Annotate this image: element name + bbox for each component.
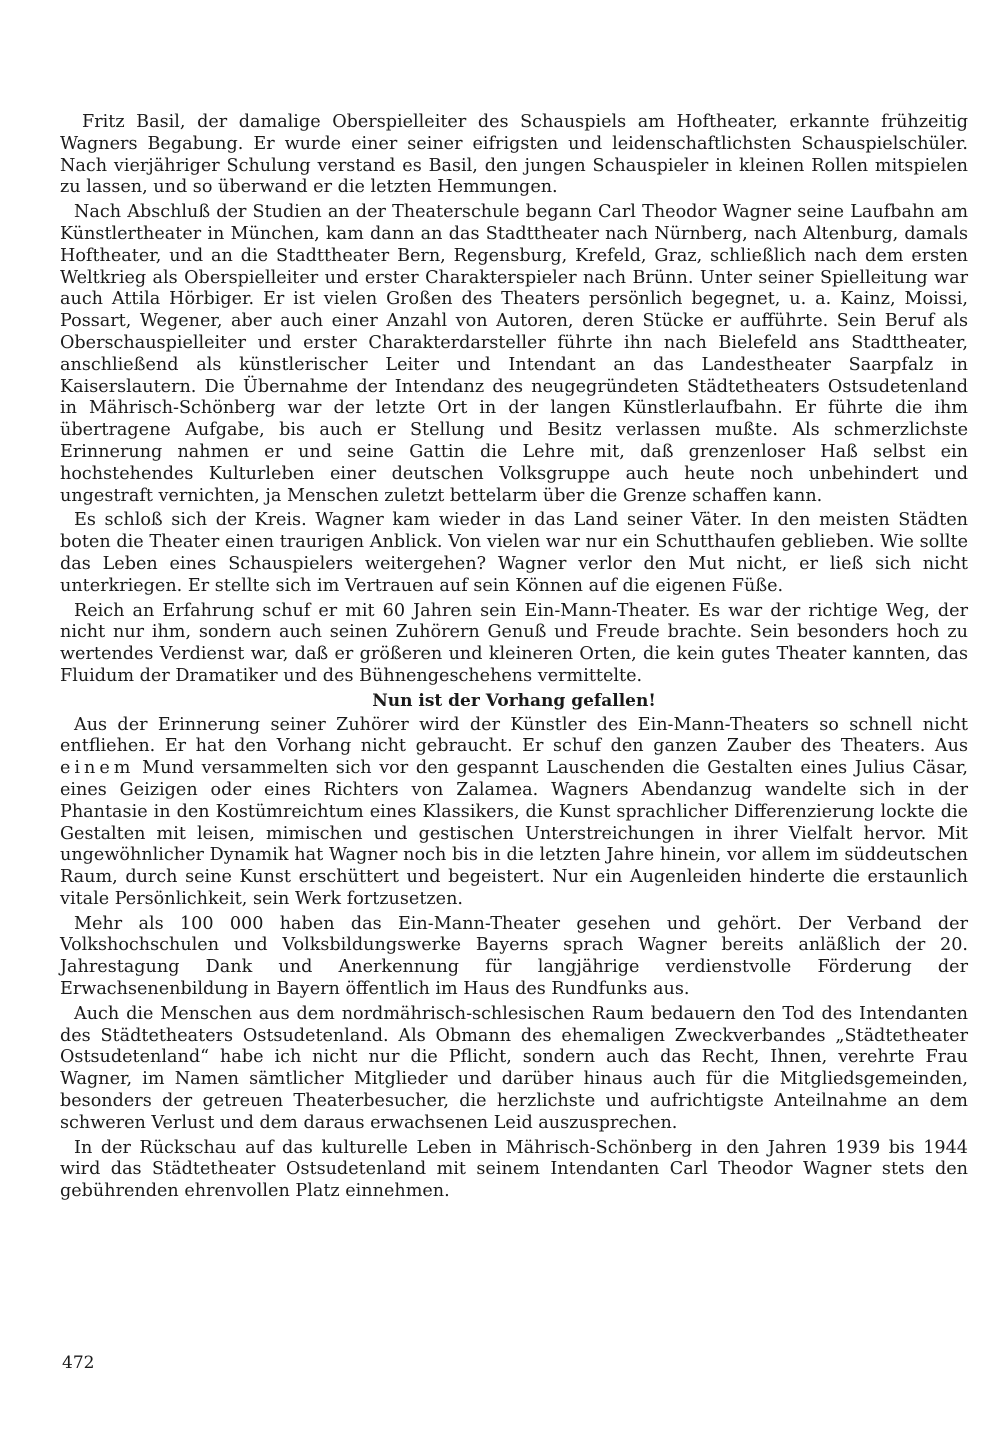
- paragraph-1: Fritz Basil, der damalige Oberspielleiter des Schauspiels am Hoftheater, erkannte frühzeitig Wagners Begabung. Er wurde einer seiner eifrigsten und leidenschaftlichsten Schauspielschüler. Nach vierjähriger Schulung verstand es Basil, den jungen Schauspieler in kleinen Rollen mitspielen zu lassen, und so überwand er die letzten Hemmungen.: [60, 112, 968, 198]
- document-page: [60, 112, 968, 1206]
- paragraph-5-spaced-word: einem: [60, 758, 135, 779]
- paragraph-6: Mehr als 100 000 haben das Ein-Mann-Theater gesehen und gehört. Der Verband der Volkshochschulen und Volksbildungswerke Bayerns sprach Wagner bereits anläßlich der 20. Jahrestagung Dank und Anerkennung für langjährige verdienstvolle Förderung der Erwachsenenbildung in Bayern öffentlich im Haus des Rundfunks aus.: [60, 913, 968, 1000]
- paragraph-5: [60, 715, 968, 911]
- paragraph-3: Es schloß sich der Kreis. Wagner kam wieder in das Land seiner Väter. In den meisten Städten boten die Theater einen traurigen Anblick. Von vielen war nur ein Schutthaufen geblieben. Wie sollte das Leben eines Schauspielers weitergehen? Wagner verlor den Mut nicht, er ließ sich nicht unterkriegen. Er stellte sich im Vertrauen auf sein Können auf die eigenen Füße.: [60, 510, 968, 596]
- paragraph-4: Reich an Erfahrung schuf er mit 60 Jahren sein Ein-Mann-Theater. Es war der richtige Weg, der nicht nur ihm, sondern auch seinen Zuhörern Genuß und Freude brachte. Sein besonders hoch zu wertendes Verdienst war, daß er größeren und kleineren Orten, die kein gutes Theater kannten, das Fluidum der Dramatiker und des Bühnengeschehens vermittelte.: [60, 600, 968, 686]
- paragraph-2: Nach Abschluß der Studien an der Theaterschule begann Carl Theodor Wagner seine Laufbahn am Künstlertheater in München, kam dann an das Stadttheater nach Nürnberg, nach Altenburg, damals Hoftheater, und an die Stadttheater Bern, Regensburg, Krefeld, Graz, schließlich nach dem ersten Weltkrieg als Oberspielleiter und erster Charakterspieler nach Brünn. Unter seiner Spielleitung war auch Attila Hörbiger. Er ist vielen Großen des Theaters persönlich begegnet, u. a. Kainz, Moissi, Possart, Wegener, aber auch einer Anzahl von Autoren, deren Stücke er aufführte. Sein Beruf als Oberschauspielleiter und erster Charakterdarsteller führte ihn nach Bielefeld ans Stadttheater, anschließend als künstlerischer Leiter und Intendant an das Landestheater Saarpfalz in Kaiserslautern. Die Übernahme der Intendanz des neugegründeten Städtetheaters Ostsudetenland in Mährisch-Schönberg war der letzte Ort in der langen Künstlerlaufbahn. Er führte die ihm übertragene Aufgabe, bis auch er Stellung und Besitz verlassen mußte. Als schmerzlichste Erinnerung nahmen er und seine Gattin die Lehre mit, daß grenzenloser Haß selbst ein hochstehendes Kulturleben einer deutschen Volksgruppe auch heute noch unbehindert und ungestraft vernichten, ja Menschen zuletzt bettelarm über die Grenze schaffen kann.: [60, 202, 968, 506]
- page-number: 472: [62, 1353, 95, 1373]
- section-heading: Nun ist der Vorhang gefallen!: [372, 690, 656, 711]
- paragraph-5-text-before: Aus der Erinnerung seiner Zuhörer wird der Künstler des Ein-Mann-Theaters so schnell nicht entfliehen. Er hat den Vorhang nicht gebraucht. Er schuf den ganzen Zauber des Theaters. Aus: [60, 714, 968, 757]
- paragraph-5-text-after: Mund versammelten sich vor den gespannt Lauschenden die Gestalten eines Julius Cäsar, eines Geizigen oder eines Richters von Zalamea. Wagners Abendanzug wandelte sich in der Phantasie in den Kostümreichtum eines Klassikers, die Kunst sprachlicher Differenzierung lockte die Gestalten mit leisen, mimischen und gestischen Unterstreichungen in ihrer Vielfalt hervor. Mit ungewöhnlicher Dynamik hat Wagner noch bis in die letzten Jahre hinein, vor allem im süddeutschen Raum, durch seine Kunst erschüttert und begeistert. Nur ein Augenleiden hinderte die erstaunlich vitale Persönlichkeit, sein Werk fortzusetzen.: [60, 758, 968, 909]
- paragraph-8: In der Rückschau auf das kulturelle Leben in Mährisch-Schönberg in den Jahren 1939 bis 1944 wird das Städtetheater Ostsudetenland mit seinem Intendanten Carl Theodor Wagner stets den gebührenden ehrenvollen Platz einnehmen.: [60, 1137, 968, 1202]
- paragraph-7: Auch die Menschen aus dem nordmährisch-schlesischen Raum bedauern den Tod des Intendanten des Städtetheaters Ostsudetenland. Als Obmann des ehemaligen Zweckverbandes „Städtetheater Ostsudetenland“ habe ich nicht nur die Pflicht, sondern auch das Recht, Ihnen, verehrte Frau Wagner, im Namen sämtlicher Mitglieder und darüber hinaus auch für die Mitgliedsgemeinden, besonders der getreuen Theaterbesucher, die herzlichste und aufrichtigste Anteilnahme an dem schweren Verlust und dem daraus erwachsenen Leid auszusprechen.: [60, 1003, 968, 1133]
